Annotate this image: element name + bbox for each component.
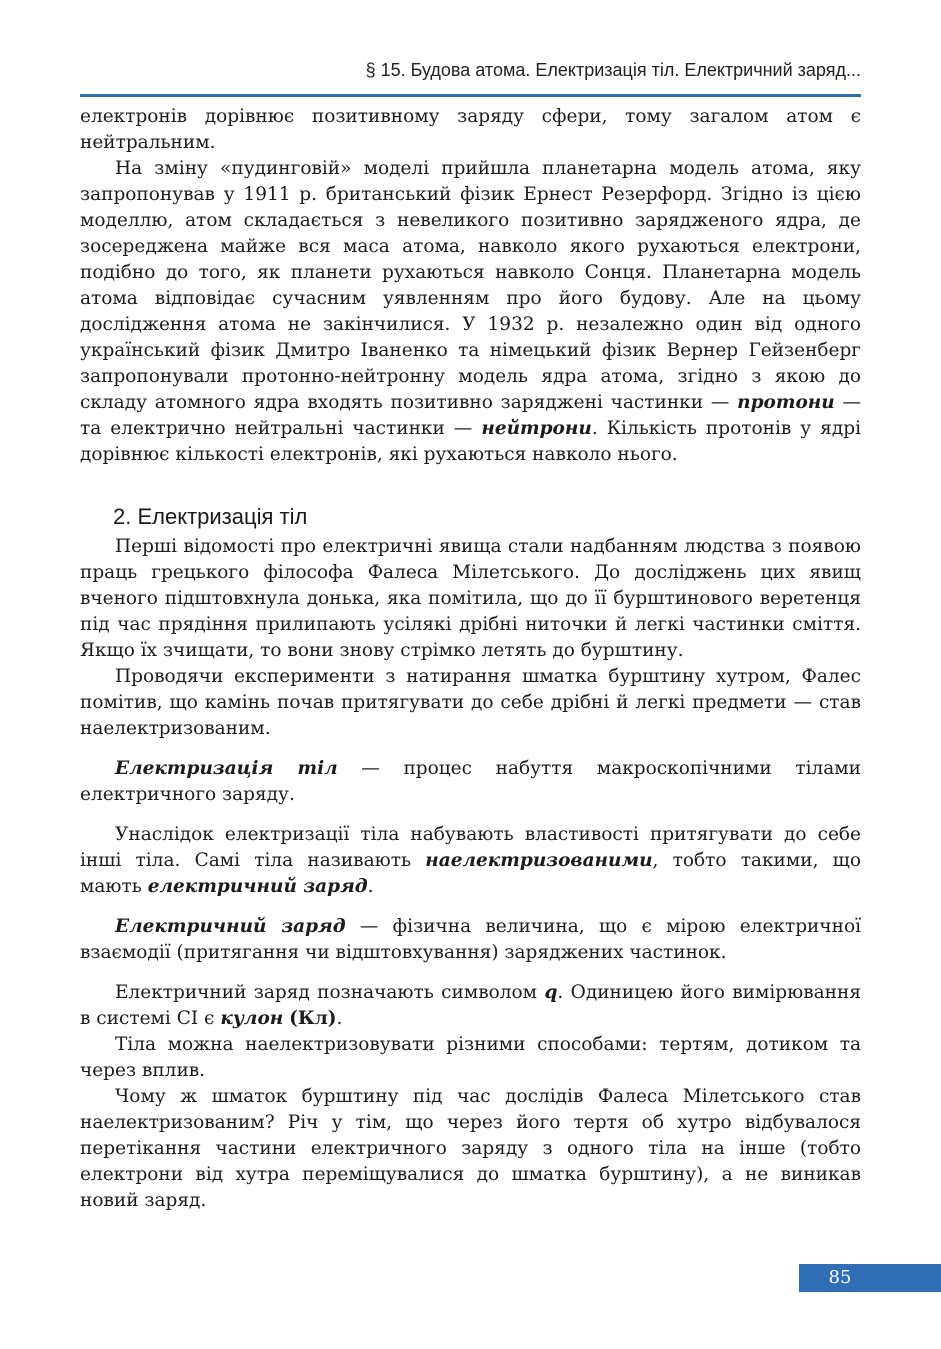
page-number: 85 [799,1264,941,1292]
symbol-q: q [544,982,558,1003]
paragraph-6-text-a: Електричний заряд позначають символом [115,982,545,1003]
header-title: § 15. Будова атома. Електризація тіл. Електричний заряд... [365,60,861,80]
term-electrified: наелектризованими [425,850,653,871]
paragraph-2-text-c: — та електрично нейтральні частинки — [80,392,862,439]
paragraph-5-text-c: , тобто такими, що мають [80,850,861,897]
paragraph-7: Тіла можна наелектризовувати різними способами: тертям, дотиком та через вплив. [80,1034,861,1081]
paragraph-6-text-g: . [336,1008,343,1029]
term-electric-charge-def: Електричний заряд [115,916,346,937]
paragraph-5-text-e: . [367,876,374,897]
term-protons: протони [737,392,835,413]
term-electric-charge: електричний заряд [147,876,368,897]
term-electrification: Електризація тіл [115,758,338,779]
paragraph-2-text-e: . Кількість протонів у ядрі дорівнює кількості електронів, які рухаються навколо нього. [80,418,861,465]
section-heading: 2. Електризація тіл [113,504,308,529]
paragraph-5-text-a: Унаслідок електризації тіла набувають властивості притягувати до себе інші тіла. Самі тіла називають [80,824,861,871]
paragraph-2-text-a: На зміну «пудинговій» моделі прийшла планетарна модель атома, яку запропонував у 1911 р. британський фізик Ернест Резерфорд. Згідно із цією моделлю, атом складається з невеликого позитивно зарядженого ядра, де зосереджена майже вся маса атома, навколо якого рухаються електрони, подібно до того, як планети рухаються навколо Сонця. Планетарна модель атома відповідає сучасним уявленням про його будову. Але на цьому дослідження атома не закінчилися. У 1932 р. незалежно один від одного український фізик Дмитро Іваненко та німецький фізик Вернер Гейзенберг запропонували протонно-нейтронну модель ядра атома, згідно з якою до складу атомного ядра входять позитивно заряджені частинки — [80,158,861,413]
definition-electric-charge [80,914,861,966]
paragraph-1: електронів дорівнює позитивному заряду сфери, тому загалом атом є нейтральним. [80,106,861,153]
running-header [80,58,861,97]
definition-electric-charge-text: — фізична величина, що є мірою електричної взаємодії (притягання чи відштовхування) заряджених частинок. [80,916,861,963]
paragraph-3: Перші відомості про електричні явища стали надбанням людства з появою праць грецького філософа Фалеса Мілетського. До досліджень цих явищ вченого підштовхнула донька, яка помітила, що до її бурштинового веретенця під час прядіння прилипають усілякі дрібні ниточки й легкі частинки сміття. Якщо їх зчищати, то вони знову стрімко летять до бурштину. [80,536,861,661]
paragraph-8: Чому ж шматок бурштину під час дослідів Фалеса Мілетського став наелектризованим? Річ у тім, що через його тертя об хутро відбувалося перетікання частини електричного заряду з одного тіла на інше (тобто електрони від хутра переміщувалися до шматка бурштину), а не виникав новий заряд. [80,1086,861,1211]
paragraph-2 [80,156,861,468]
paragraph-5 [80,822,861,900]
page-content [80,104,861,1214]
paragraph-6 [80,980,861,1032]
definition-electrification [80,756,861,808]
unit-symbol: (Кл) [289,1008,337,1029]
paragraph-6-text-c: . Одиницею його вимірювання в системі СІ є [80,982,861,1029]
term-neutrons: нейтрони [481,418,592,439]
term-coulomb: кулон [220,1008,284,1029]
paragraph-4: Проводячи експерименти з натирання шматка бурштину хутром, Фалес помітив, що камінь почав притягувати до себе дрібні й легкі предмети — став наелектризованим. [80,666,861,739]
definition-electrification-text: — процес набуття макроскопічними тілами електричного заряду. [80,758,861,805]
